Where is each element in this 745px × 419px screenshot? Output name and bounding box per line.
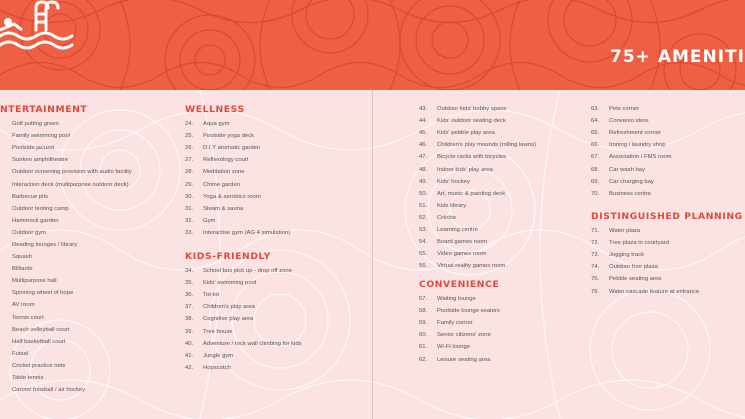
amenity-item (0, 215, 175, 227)
amenity-label: Reading lounges / library (12, 241, 78, 248)
amenity-label: Children's play area (203, 304, 255, 311)
amenity-label: Yoga & aerobics room (203, 193, 261, 200)
amenity-label: Interaction deck (multipurpose outdoor deck) (12, 181, 129, 188)
amenity-number: 59. (419, 320, 428, 327)
amenity-item (419, 329, 584, 341)
amenity-item (0, 142, 175, 154)
amenity-number: 72. (591, 240, 600, 247)
amenity-label: Spinning wheel of hope (12, 290, 74, 297)
amenity-item (591, 225, 741, 237)
amenity-number: 47. (419, 154, 428, 161)
amenity-item (419, 200, 584, 212)
amenity-item (185, 118, 365, 130)
amenity-label: Board games room (437, 239, 488, 246)
amenity-label: Pebble seating area (609, 276, 662, 283)
amenity-item (419, 236, 584, 248)
amenity-item (0, 324, 175, 336)
amenity-item (185, 166, 365, 178)
amenity-item (591, 188, 741, 200)
amenity-item (591, 261, 741, 273)
amenity-item (0, 251, 175, 263)
amenity-number: 44. (419, 118, 428, 125)
amenity-item (185, 130, 365, 142)
page-title: 75+ AMENITI (610, 47, 745, 67)
header-banner (0, 0, 745, 90)
amenity-label: Outdoor screening provision with audio facility (12, 169, 132, 176)
amenity-label: Kids' swimming pool (203, 280, 257, 287)
amenity-item (185, 313, 365, 325)
amenity-item (419, 163, 584, 175)
amenity-number: 56. (419, 263, 428, 270)
amenity-item (185, 277, 365, 289)
amenity-item (419, 353, 584, 365)
page-fold (372, 90, 373, 419)
kids-section (185, 251, 365, 374)
amenity-item (0, 384, 175, 396)
amenity-label: Outdoor tenting camp (12, 205, 69, 212)
amenity-number: 42. (185, 364, 194, 371)
amenity-number: 25. (185, 133, 194, 140)
convenience-continued-list (591, 103, 741, 200)
amenity-label: Art, music & painting deck (437, 190, 506, 197)
amenity-item (185, 178, 365, 190)
amenity-label: Poolside lounge seaters (437, 308, 500, 315)
amenity-label: Virtual reality games room (437, 263, 506, 270)
amenity-item (591, 237, 741, 249)
amenity-number: 32. (185, 217, 194, 224)
amenity-number: 37. (185, 304, 194, 311)
amenity-label: Outdoor free plaza (609, 264, 658, 271)
amenity-label: Bicycle racks with bicycles (437, 154, 507, 161)
amenity-label: School bus pick up - drop off zone (203, 268, 292, 275)
amenity-number: 63. (591, 106, 600, 113)
amenity-item (185, 362, 365, 374)
amenity-number: 29. (185, 181, 194, 188)
amenity-label: Beach volleyball court (12, 326, 70, 333)
amenity-number: 69. (591, 178, 600, 185)
amenity-number: 48. (419, 166, 428, 173)
amenity-number: 66. (591, 142, 600, 149)
amenity-label: Kids' hockey (437, 178, 470, 185)
amenity-number: 71. (591, 228, 600, 235)
amenity-label: Hammock garden (12, 217, 59, 224)
amenity-item (419, 248, 584, 260)
amenity-item (0, 166, 175, 178)
amenity-item (0, 263, 175, 275)
amenity-label: Adventure / rock wall climbing for kids (203, 340, 302, 347)
amenity-number: 40. (185, 340, 194, 347)
amenity-label: Futsal (12, 350, 29, 357)
amenity-item (419, 317, 584, 329)
amenity-item (591, 139, 741, 151)
amenity-number: 51. (419, 202, 428, 209)
amenity-item (185, 154, 365, 166)
amenity-number: 62. (419, 356, 428, 363)
amenity-number: 67. (591, 154, 600, 161)
amenity-item (0, 275, 175, 287)
amenity-item (0, 360, 175, 372)
amenity-item (0, 154, 175, 166)
amenity-label: Children's play mounds (rolling lawns) (437, 142, 537, 149)
amenity-label: Tree house (203, 328, 233, 335)
amenity-label: Waiting lounge (437, 296, 476, 303)
amenity-item (591, 163, 741, 175)
amenity-number: 34. (185, 268, 194, 275)
section-heading-wellness: WELLNESS (185, 104, 245, 115)
amenity-label: Hopscotch (203, 364, 231, 371)
amenity-label: Table tennis (12, 375, 44, 382)
amenity-item (0, 178, 175, 190)
amenity-label: Learning centre (437, 226, 478, 233)
amenity-label: Outdoor kids' hobby space (437, 106, 507, 113)
amenity-number: 26. (185, 145, 194, 152)
amenity-label: Wi-Fi lounge (437, 344, 471, 351)
amenity-item (419, 212, 584, 224)
amenity-item (591, 249, 741, 261)
amenity-item (0, 227, 175, 239)
amenity-number: 54. (419, 239, 428, 246)
swimming-pool-icon (0, 0, 80, 55)
banner-pattern (0, 0, 745, 90)
section-heading-convenience: CONVENIENCE (419, 279, 500, 290)
amenity-number: 45. (419, 130, 428, 137)
amenity-number: 43. (419, 106, 428, 113)
amenity-label: Pets corner (609, 106, 640, 113)
amenity-label: Tot-lot (203, 292, 220, 299)
amenity-item (0, 239, 175, 251)
amenity-item (591, 176, 741, 188)
amenity-item (185, 203, 365, 215)
amenity-label: Kids library (437, 202, 467, 209)
amenity-number: 31. (185, 205, 194, 212)
amenity-number: 46. (419, 142, 428, 149)
amenity-label: Aqua gym (203, 121, 230, 128)
amenity-label: Barbecue pits (12, 193, 49, 200)
amenity-item (0, 312, 175, 324)
amenity-number: 73. (591, 252, 600, 259)
amenity-label: Cricket practice nets (12, 362, 66, 369)
amenity-number: 70. (591, 190, 600, 197)
amenity-number: 30. (185, 193, 194, 200)
amenity-label: Tennis court (12, 314, 44, 321)
amenity-item (419, 305, 584, 317)
amenity-label: Squash (12, 254, 32, 261)
amenity-label: Jogging track (609, 252, 645, 259)
amenity-item (0, 118, 175, 130)
kids-list (185, 265, 365, 374)
amenity-label: Crèche (437, 214, 456, 221)
amenity-number: 75. (591, 276, 600, 283)
entertainment-section (0, 104, 175, 396)
amenity-item (185, 325, 365, 337)
amenity-item (0, 130, 175, 142)
amenity-label: Reflexology court (203, 157, 249, 164)
convenience-section (419, 279, 584, 366)
amenity-item (0, 191, 175, 203)
amenity-number: 74. (591, 264, 600, 271)
amenity-number: 38. (185, 316, 194, 323)
amenity-label: Sunken amphitheatre (12, 157, 68, 164)
amenity-number: 61. (419, 344, 428, 351)
amenity-item (185, 301, 365, 313)
amenity-number: 36. (185, 292, 194, 299)
amenity-number: 41. (185, 352, 194, 359)
amenity-label: Kids' pebble play area (437, 130, 495, 137)
amenity-item (185, 350, 365, 362)
amenity-item (0, 372, 175, 384)
wellness-section (185, 104, 365, 239)
amenity-item (185, 289, 365, 301)
amenity-label: Multipurpose hall (12, 278, 57, 285)
amenity-label: Interactive gym (AG 4 simulation) (203, 229, 291, 236)
section-heading-entertainment: NTERTAINMENT (0, 104, 88, 115)
amenity-number: 39. (185, 328, 194, 335)
amenity-item (0, 299, 175, 311)
amenity-item (419, 127, 584, 139)
amenity-item (419, 260, 584, 272)
amenity-number: 55. (419, 251, 428, 258)
amenity-label: Chime garden (203, 181, 241, 188)
amenity-label: Water cascade feature at entrance (609, 288, 700, 295)
amenity-item (419, 188, 584, 200)
amenity-number: 76. (591, 288, 600, 295)
amenity-number: 68. (591, 166, 600, 173)
amenity-label: Jungle gym (203, 352, 234, 359)
amenity-label: Video games room (437, 251, 487, 258)
amenity-item (0, 203, 175, 215)
amenity-item (419, 139, 584, 151)
amenity-item (419, 293, 584, 305)
amenity-label: Steam & sauna (203, 205, 244, 212)
amenity-number: 53. (419, 226, 428, 233)
amenity-number: 60. (419, 332, 428, 339)
amenity-label: Golf putting green (12, 121, 59, 128)
planning-list (591, 225, 741, 298)
amenity-label: Car wash bay (609, 166, 646, 173)
convenience-list (419, 293, 584, 366)
amenity-label: Senior citizens' zone (437, 332, 491, 339)
amenity-label: Ironing / laundry shop (609, 142, 666, 149)
kids-continued-section (419, 103, 584, 272)
amenity-item (0, 336, 175, 348)
amenity-number: 24. (185, 121, 194, 128)
amenity-item (185, 191, 365, 203)
amenity-label: Billiards (12, 266, 33, 273)
amenity-label: Association / FMS room (609, 154, 672, 161)
wellness-list (185, 118, 365, 239)
planning-section (591, 211, 741, 298)
amenity-label: Gym (203, 217, 216, 224)
amenity-number: 64. (591, 118, 600, 125)
amenity-number: 27. (185, 157, 194, 164)
amenity-label: AV room (12, 302, 35, 309)
amenity-label: Business centre (609, 190, 651, 197)
amenity-item (419, 341, 584, 353)
amenity-label: Half basketball court (12, 338, 66, 345)
amenity-number: 33. (185, 229, 194, 236)
amenity-item (185, 227, 365, 239)
amenity-item (185, 215, 365, 227)
amenity-label: Water plaza (609, 228, 641, 235)
amenity-number: 50. (419, 190, 428, 197)
amenity-label: Outdoor gym (12, 229, 47, 236)
amenity-number: 52. (419, 214, 428, 221)
amenity-label: Family corner (437, 320, 473, 327)
convenience-continued-section (591, 103, 741, 200)
entertainment-list (0, 118, 175, 396)
amenity-number: 28. (185, 169, 194, 176)
amenity-number: 57. (419, 296, 428, 303)
amenity-item (419, 103, 584, 115)
amenity-item (591, 115, 741, 127)
amenity-label: Indoor kids' play area (437, 166, 493, 173)
amenity-item (185, 265, 365, 277)
amenity-label: D.I.Y aromatic garden (203, 145, 261, 152)
amenity-item (419, 151, 584, 163)
amenity-label: Family swimming pool (12, 133, 70, 140)
amenity-label: Kids' outdoor seating deck (437, 118, 506, 125)
amenity-item (591, 103, 741, 115)
amenity-item (185, 142, 365, 154)
amenity-item (0, 348, 175, 360)
amenity-number: 65. (591, 130, 600, 137)
amenity-label: Convenio store (609, 118, 649, 125)
amenity-item (419, 115, 584, 127)
amenity-label: Meditation zone (203, 169, 245, 176)
amenity-number: 49. (419, 178, 428, 185)
amenity-item (591, 127, 741, 139)
amenity-item (419, 224, 584, 236)
amenity-label: Refreshment corner (609, 130, 662, 137)
amenity-item (591, 151, 741, 163)
amenity-number: 35. (185, 280, 194, 287)
amenity-label: Poolside yoga deck (203, 133, 255, 140)
amenity-item (591, 273, 741, 285)
amenity-label: Tree plaza in courtyard (609, 240, 670, 247)
kids-continued-list (419, 103, 584, 272)
amenity-label: Leisure seating area (437, 356, 491, 363)
amenity-number: 58. (419, 308, 428, 315)
amenity-item (185, 338, 365, 350)
section-heading-planning: DISTINGUISHED PLANNING (591, 211, 743, 222)
amenity-item (419, 176, 584, 188)
amenity-item (591, 285, 741, 297)
amenity-label: Car charging bay (609, 178, 654, 185)
amenity-label: Poolside jacuzzi (12, 145, 55, 152)
amenity-item (0, 287, 175, 299)
amenity-label: Carom/ foosball / air hockey (12, 387, 86, 394)
amenity-label: Cognitive play area (203, 316, 254, 323)
section-heading-kids: KIDS-FRIENDLY (185, 251, 271, 262)
